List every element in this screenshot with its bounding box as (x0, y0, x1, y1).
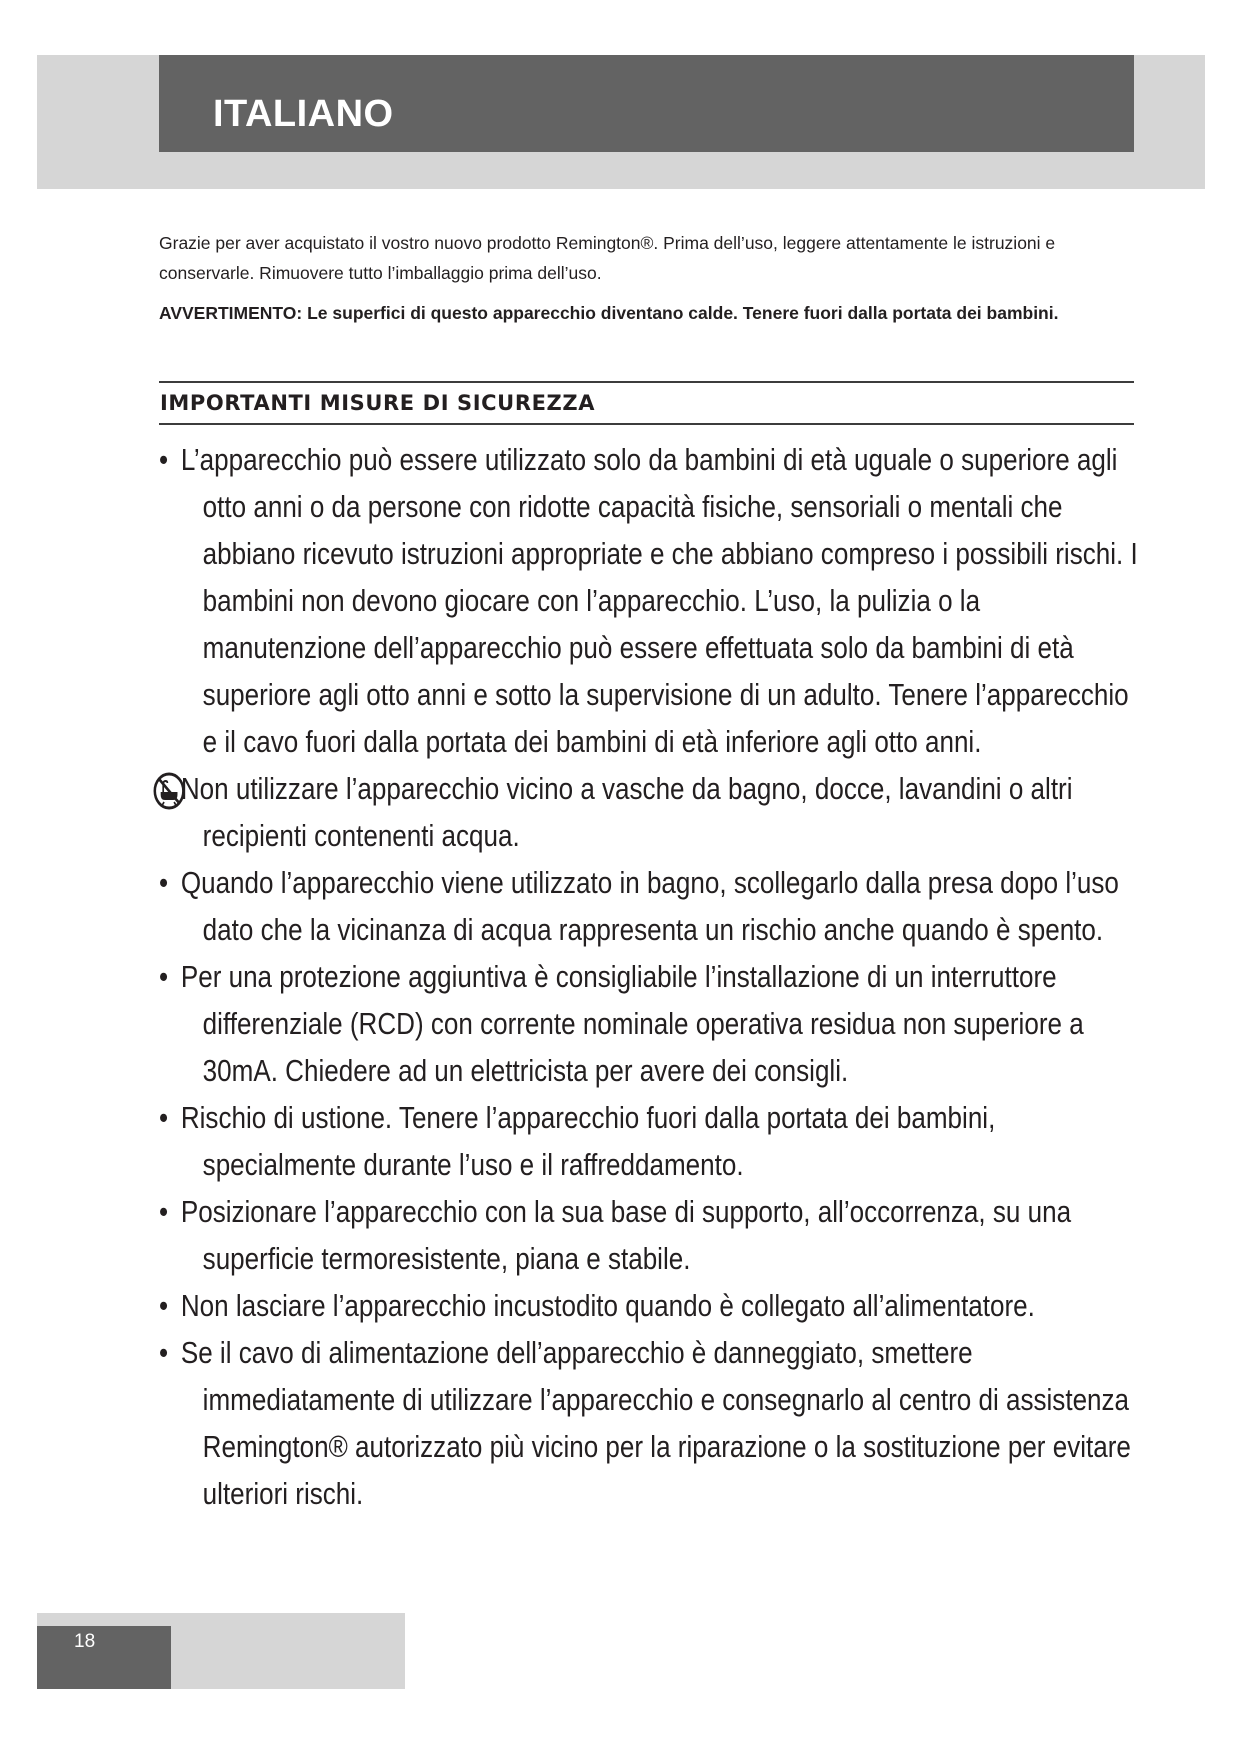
list-item-text: Quando l’apparecchio viene utilizzato in bagno, scollegarlo dalla presa dopo l’uso dato che la vicinanza di acqua rappresenta un rischio anche quando è spento. (180, 865, 1119, 947)
list-item-text: Se il cavo di alimentazione dell’apparecchio è danneggiato, smettere immediatamente di utilizzare l’apparecchio e consegnarlo al centro di assistenza Remington® autorizzato più vicino per la riparazione o la sostituzione per evitare ulteriori rischi. (180, 1335, 1131, 1511)
list-item (159, 1094, 1146, 1188)
bullet-icon: • (159, 959, 169, 994)
section-heading: IMPORTANTI MISURE DI SICUREZZA (160, 391, 596, 415)
page-number: 18 (74, 1631, 96, 1652)
list-item-text: Rischio di ustione. Tenere l’apparecchio fuori dalla portata dei bambini, specialmente durante l’uso e il raffreddamento. (180, 1100, 996, 1182)
section-rule-bottom (159, 423, 1134, 425)
list-item-text: Posizionare l’apparecchio con la sua base di supporto, all’occorrenza, su una superficie termoresistente, piana e stabile. (180, 1194, 1072, 1276)
bullet-icon: • (159, 865, 169, 900)
bullet-icon: • (159, 1194, 169, 1229)
footer-tab (37, 1626, 171, 1689)
list-item (159, 765, 1146, 859)
bullet-icon: • (159, 442, 169, 477)
list-item (159, 436, 1146, 765)
list-item (159, 1282, 1146, 1329)
bullet-icon: • (159, 1335, 169, 1370)
language-title: ITALIANO (213, 93, 394, 135)
list-item (159, 1188, 1146, 1282)
list-item-text: Non utilizzare l’apparecchio vicino a vasche da bagno, docce, lavandini o altri recipienti contenenti acqua. (180, 771, 1073, 853)
list-item-text: Per una protezione aggiuntiva è consigliabile l’installazione di un interruttore differenziale (RCD) con corrente nominale operativa residua non superiore a 30mA. Chiedere ad un elettricista per avere dei consigli. (180, 959, 1084, 1088)
list-item-text: L’apparecchio può essere utilizzato solo da bambini di età uguale o superiore agli otto anni o da persone con ridotte capacità fisiche, sensoriali o mentali che abbiano ricevuto istruzioni appropriate e che abbiano compreso i possibili rischi. I bambini non devono giocare con l’apparecchio. L’uso, la pulizia o la manutenzione dell’apparecchio può essere effettuata solo da bambini di età superiore agli otto anni e sotto la supervisione di un adulto. Tenere l’apparecchio e il cavo fuori dalla portata dei bambini di età inferiore agli otto anni. (180, 442, 1138, 759)
safety-list (159, 436, 1146, 1517)
list-item (159, 859, 1146, 953)
list-item (159, 1329, 1146, 1517)
no-bathtub-icon (152, 771, 186, 811)
bullet-icon: • (159, 1288, 169, 1323)
bullet-icon: • (159, 1100, 169, 1135)
list-item (159, 953, 1146, 1094)
warning-text: AVVERTIMENTO: Le superfici di questo apparecchio diventano calde. Tenere fuori dalla portata dei bambini. (159, 303, 1059, 323)
list-item-text: Non lasciare l’apparecchio incustodito quando è collegato all’alimentatore. (180, 1288, 1035, 1323)
intro-paragraph: Grazie per aver acquistato il vostro nuovo prodotto Remington®. Prima dell’uso, leggere attentamente le istruzioni e conservarle. Rimuovere tutto l’imballaggio prima dell’uso. (159, 233, 1056, 283)
section-rule-top (159, 381, 1134, 383)
